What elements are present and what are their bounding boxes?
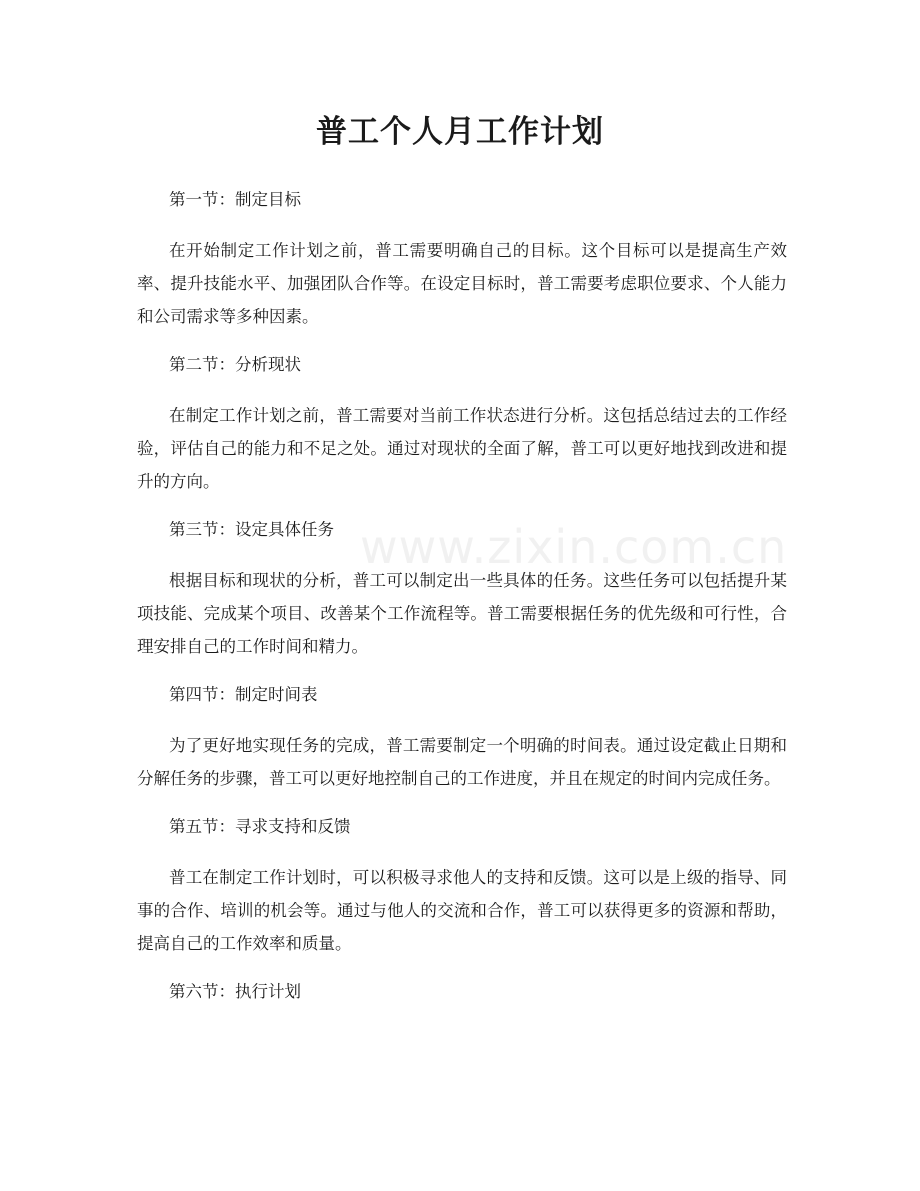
section-paragraph-4: 为了更好地实现任务的完成，普工需要制定一个明确的时间表。通过设定截止日期和分解任务的步骤，普工可以更好地控制自己的工作进度，并且在规定的时间内完成任务。 <box>137 736 787 788</box>
section-paragraph-5: 普工在制定工作计划时，可以积极寻求他人的支持和反馈。这可以是上级的指导、同事的合作、培训的机会等。通过与他人的交流和合作，普工可以获得更多的资源和帮助，提高自己的工作效率和质量。 <box>137 868 787 953</box>
section-heading-2: 第二节：分析现状 <box>169 355 301 374</box>
section-heading-1: 第一节：制定目标 <box>169 190 301 209</box>
section-heading-4: 第四节：制定时间表 <box>169 685 318 704</box>
section-paragraph-2: 在制定工作计划之前，普工需要对当前工作状态进行分析。这包括总结过去的工作经验，评估自己的能力和不足之处。通过对现状的全面了解，普工可以更好地找到改进和提升的方向。 <box>137 406 787 491</box>
section-heading-5: 第五节：寻求支持和反馈 <box>169 817 351 836</box>
watermark: www.zixin.com.cn <box>360 520 788 574</box>
document-title: 普工个人月工作计划 <box>316 114 604 150</box>
section-paragraph-3: 根据目标和现状的分析，普工可以制定出一些具体的任务。这些任务可以包括提升某项技能、完成某个项目、改善某个工作流程等。普工需要根据任务的优先级和可行性，合理安排自己的工作时间和精力。 <box>137 571 787 656</box>
document-body <box>137 186 787 1006</box>
section-heading-3: 第三节：设定具体任务 <box>169 520 334 539</box>
section-paragraph-1: 在开始制定工作计划之前，普工需要明确自己的目标。这个目标可以是提高生产效率、提升技能水平、加强团队合作等。在设定目标时，普工需要考虑职位要求、个人能力和公司需求等多种因素。 <box>137 241 787 326</box>
section-heading-6: 第六节：执行计划 <box>169 982 301 1001</box>
